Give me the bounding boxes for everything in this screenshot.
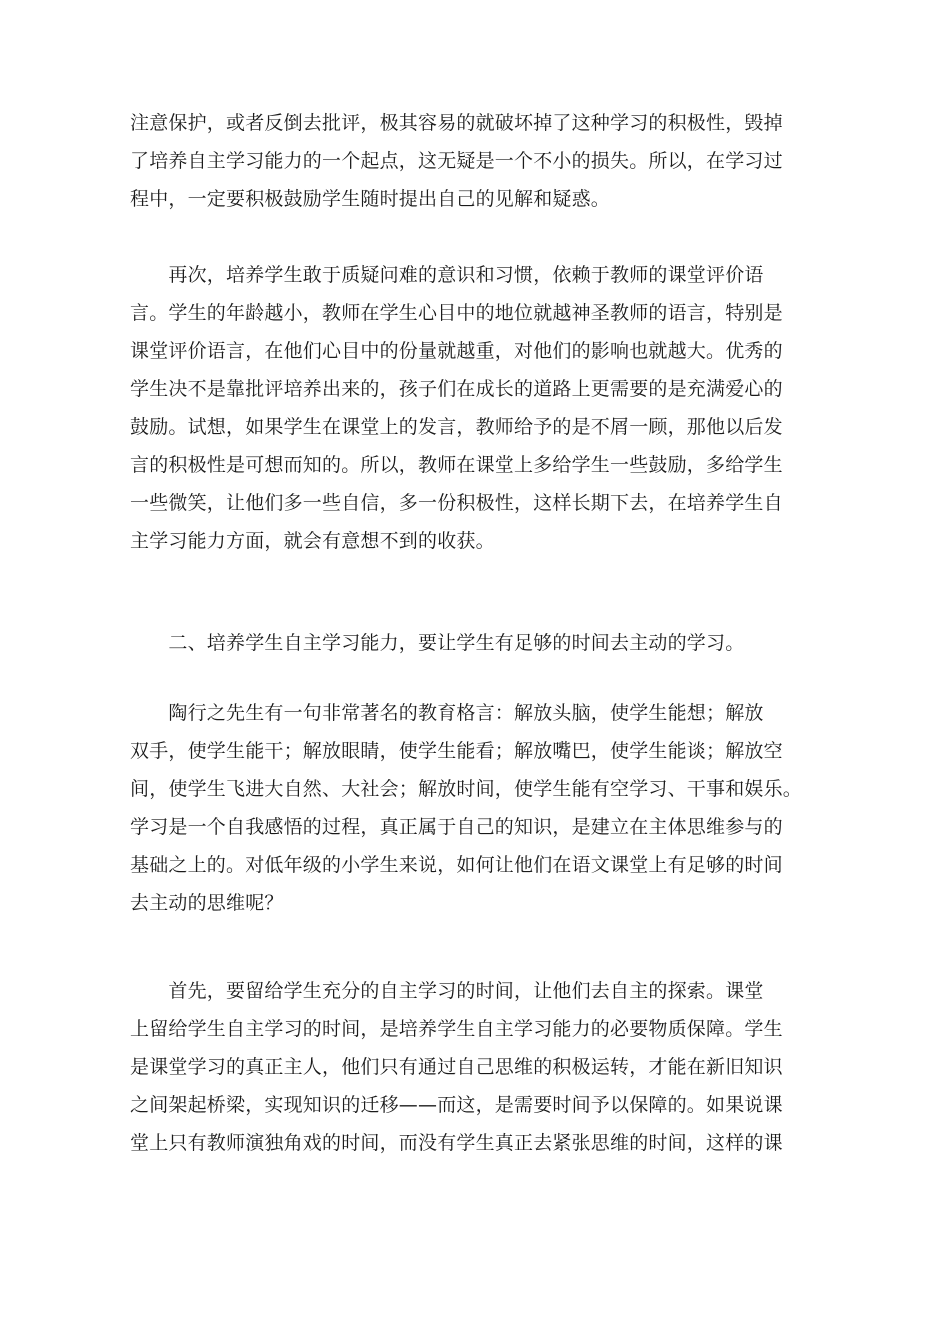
text-line: 间，使学生飞进大自然、大社会；解放时间，使学生能有空学习、干事和娱乐。 [130, 778, 803, 800]
heading-line: 二、培养学生自主学习能力，要让学生有足够的时间去主动的学习。 [130, 632, 745, 654]
section-heading [130, 624, 830, 662]
text-line: 注意保护，或者反倒去批评，极其容易的就破坏掉了这种学习的积极性，毁掉 [130, 112, 783, 134]
text-line: 基础之上的。对低年级的小学生来说，如何让他们在语文课堂上有足够的时间 [130, 854, 783, 876]
text-line: 一些微笑，让他们多一些自信，多一份积极性，这样长期下去，在培养学生自 [130, 492, 783, 514]
text-line: 是课堂学习的真正主人，他们只有通过自己思维的积极运转，才能在新旧知识 [130, 1056, 783, 1078]
text-line: 鼓励。试想，如果学生在课堂上的发言，教师给予的是不屑一顾，那他以后发 [130, 416, 783, 438]
paragraph-1 [130, 104, 830, 218]
text-line: 双手，使学生能干；解放眼睛，使学生能看；解放嘴巴，使学生能谈；解放空 [130, 740, 783, 762]
text-line: 言。学生的年龄越小，教师在学生心目中的地位就越神圣教师的语言，特别是 [130, 302, 783, 324]
text-line: 堂上只有教师演独角戏的时间，而没有学生真正去紧张思维的时间，这样的课 [130, 1132, 783, 1154]
text-line: 学生决不是靠批评培养出来的，孩子们在成长的道路上更需要的是充满爱心的 [130, 378, 783, 400]
text-line: 主学习能力方面，就会有意想不到的收获。 [130, 530, 495, 552]
text-line: 上留给学生自主学习的时间，是培养学生自主学习能力的必要物质保障。学生 [130, 1018, 783, 1040]
text-line: 去主动的思维呢？ [130, 892, 284, 914]
text-line: 首先，要留给学生充分的自主学习的时间，让他们去自主的探索。课堂 [130, 980, 764, 1002]
text-line: 了培养自主学习能力的一个起点，这无疑是一个不小的损失。所以，在学习过 [130, 150, 783, 172]
text-line: 之间架起桥梁，实现知识的迁移——而这，是需要时间予以保障的。如果说课 [130, 1094, 783, 1116]
text-line: 程中，一定要积极鼓励学生随时提出自己的见解和疑惑。 [130, 188, 611, 210]
text-line: 陶行之先生有一句非常著名的教育格言：解放头脑，使学生能想；解放 [130, 702, 764, 724]
text-line: 再次，培养学生敢于质疑问难的意识和习惯，依赖于教师的课堂评价语 [130, 264, 764, 286]
paragraph-4 [130, 972, 830, 1162]
paragraph-2 [130, 256, 830, 560]
text-line: 言的积极性是可想而知的。所以，教师在课堂上多给学生一些鼓励，多给学生 [130, 454, 783, 476]
text-line: 课堂评价语言，在他们心目中的份量就越重，对他们的影响也就越大。优秀的 [130, 340, 783, 362]
paragraph-3 [130, 694, 830, 922]
text-line: 学习是一个自我感悟的过程，真正属于自己的知识，是建立在主体思维参与的 [130, 816, 783, 838]
